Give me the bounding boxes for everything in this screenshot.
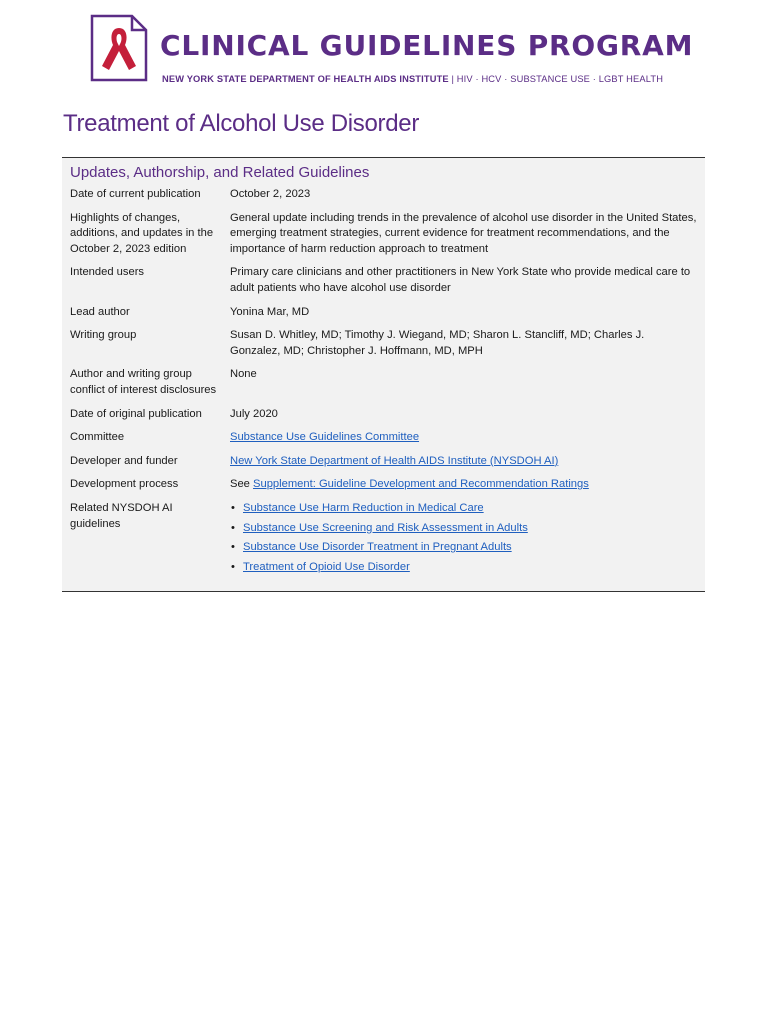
red-ribbon-logo-icon [90,14,148,82]
row-value: Primary care clinicians and other practitioners in New York State who provide medical care to adult patients who have alcohol use disorder [230,266,691,294]
row-label: Lead author [70,305,130,318]
row-developer-funder [70,454,697,478]
see-prefix: See [230,478,254,491]
row-value: July 2020 [230,407,278,420]
row-label: Highlights of changes, additions, and updates in the October 2, 2023 edition [70,211,214,255]
list-item [230,501,697,517]
list-item [230,540,697,556]
list-item [230,560,697,576]
row-value: Yonina Mar, MD [230,305,310,318]
row-value: None [230,368,257,381]
row-original-publication [70,407,697,431]
org-name: NEW YORK STATE DEPARTMENT OF HEALTH AIDS INSTITUTE [162,74,449,84]
row-related-guidelines [70,501,697,587]
updates-authorship-panel [62,157,705,592]
developer-link[interactable]: New York State Department of Health AIDS Institute (NYSDOH AI) [230,454,559,467]
committee-link[interactable]: Substance Use Guidelines Committee [230,431,420,444]
row-value [230,454,697,478]
row-value: October 2, 2023 [230,188,311,200]
related-guideline-link[interactable]: Substance Use Disorder Treatment in Pregnant Adults [243,541,512,554]
related-guideline-link[interactable]: Substance Use Harm Reduction in Medical Care [243,501,484,514]
supplement-link[interactable]: Supplement: Guideline Development and Recommendation Ratings [253,478,589,491]
row-label: Date of original publication [70,407,202,420]
list-item [230,521,697,537]
related-guideline-link[interactable]: Treatment of Opioid Use Disorder [243,560,410,573]
metadata-table [70,187,697,587]
row-label: Committee [70,431,125,444]
row-value [230,477,697,501]
row-conflict-of-interest [70,367,697,406]
row-committee [70,430,697,454]
program-subtitle [162,74,663,84]
document-title: Treatment of Alcohol Use Disorder [63,110,420,137]
row-value: Susan D. Whitley, MD; Timothy J. Wiegand, MD; Sharon L. Stancliff, MD; Charles J. Gonzalez, MD; Christopher J. Hoffmann, MD, MPH [230,329,645,357]
row-lead-author [70,305,697,329]
program-topics: | HIV · HCV · SUBSTANCE USE · LGBT HEALTH [448,74,664,84]
row-label: Writing group [70,329,137,342]
panel-title: Updates, Authorship, and Related Guidelines [70,164,370,181]
program-header [90,14,694,86]
row-label: Development process [70,478,179,491]
row-label: Date of current publication [70,188,201,200]
row-value [230,430,697,454]
row-highlights [70,211,697,266]
row-development-process [70,477,697,501]
row-intended-users [70,265,697,304]
row-writing-group [70,328,697,367]
related-guideline-link[interactable]: Substance Use Screening and Risk Assessment in Adults [243,521,528,534]
related-guidelines-list [230,501,697,575]
row-value: General update including trends in the prevalence of alcohol use disorder in the United States, emerging treatment strategies, current evidence for treatment recommendations, and the importance of harm reduction approach to treatment [230,211,697,255]
program-title: CLINICAL GUIDELINES PROGRAM [160,29,694,62]
row-current-publication [70,187,697,211]
row-value [230,501,697,587]
row-label: Developer and funder [70,454,178,467]
row-label: Intended users [70,266,145,279]
row-label: Related NYSDOH AI guidelines [70,501,173,530]
row-label: Author and writing group conflict of interest disclosures [70,368,217,396]
